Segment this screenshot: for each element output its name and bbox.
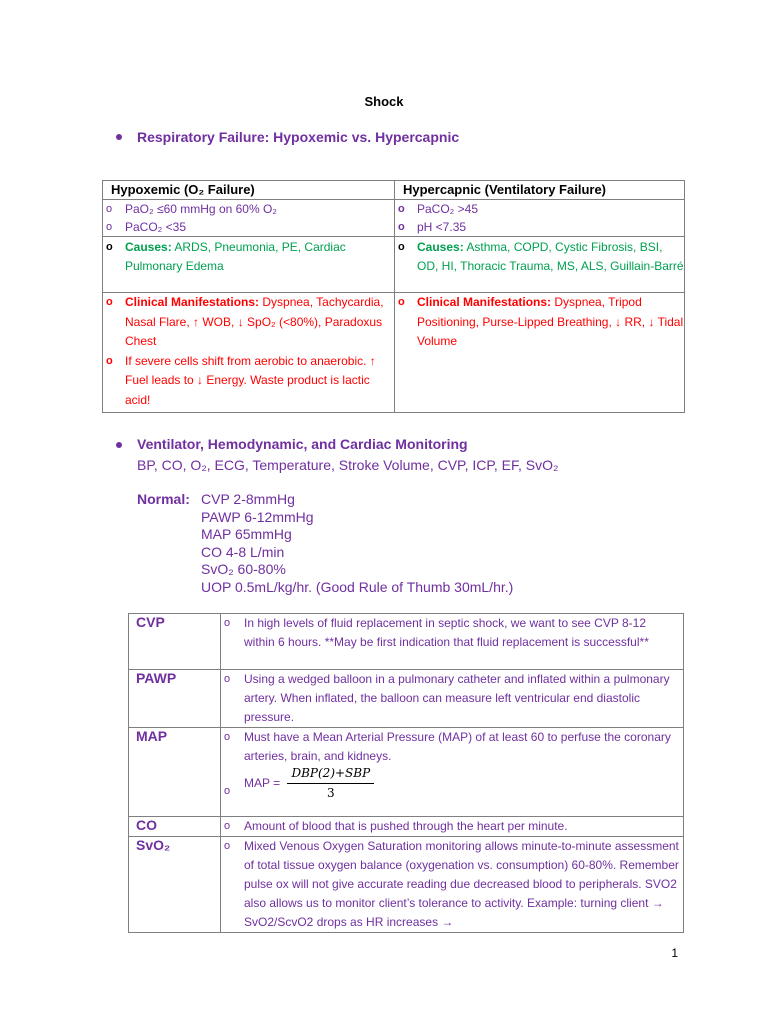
bullet-icon: o — [106, 203, 113, 215]
bullet-icon: o — [224, 785, 231, 797]
term-cvp-desc: In high levels of fluid replacement in septic shock, we want to see CVP 8-12 within 6 hours. **May be first indication that fluid replacement is successful** — [244, 614, 684, 670]
map-formula-fraction: $\frac{\text{DBP(2)+SBP}}{3}$ — [287, 764, 374, 803]
term-svo2-desc: Mixed Venous Oxygen Saturation monitoring allows minute-to-minute assessment of total tissue oxygen balance (oxygenation vs. consumption) 60-80%. Remember pulse ox will not give accurate reading due decreased blood to peripherals. SVO2 also allows us to monitor client’s tolerance to activity. Example: turning client → SvO2/ScvO2 drops as HR increases → — [244, 837, 684, 933]
term-pawp: PAWP — [129, 670, 221, 728]
hypercapnic-values-cell — [395, 200, 685, 237]
monitoring-parameters: BP, CO, O₂, ECG, Temperature, Stroke Volume, CVP, ICP, EF, SvO₂ — [137, 457, 559, 473]
normal-value-map: MAP 65mmHg — [201, 526, 292, 542]
bullet-icon: o — [221, 837, 245, 933]
bullet-icon: o — [398, 241, 405, 253]
term-cvp: CVP — [129, 614, 221, 670]
hypoxemic-header: Hypoxemic (O₂ Failure) — [103, 181, 395, 200]
page-title: Shock — [364, 94, 404, 109]
normal-label: Normal: — [137, 491, 190, 507]
section-heading-monitoring: Ventilator, Hemodynamic, and Cardiac Monitoring — [137, 436, 468, 452]
table-row — [129, 817, 684, 837]
normal-value-uop: UOP 0.5mL/kg/hr. (Good Rule of Thumb 30mL/hr.) — [201, 578, 514, 595]
hemodynamic-terms-table — [128, 613, 684, 933]
list-item: o pH <7.35 — [398, 220, 467, 234]
hypoxemic-clinical-cell — [103, 293, 395, 413]
hypercapnic-clinical-cell — [395, 293, 685, 413]
bullet-icon: o — [106, 241, 113, 253]
bullet-icon: o — [398, 221, 405, 233]
term-svo2: SvO₂ — [129, 837, 221, 933]
table-row — [129, 670, 684, 728]
list-item: o Clinical Manifestations: Dyspnea, Tripod Positioning, Purse-Lipped Breathing, ↓ RR, ↓ Tidal Volume — [398, 295, 684, 348]
bullet-icon: o — [106, 296, 113, 308]
map-formula: MAP = $\frac{\text{DBP(2)+SBP}}{3}$ — [244, 764, 679, 803]
term-co-desc: Amount of blood that is pushed through the heart per minute. — [244, 817, 684, 837]
hypercapnic-causes-cell — [395, 237, 685, 293]
normal-values-list — [201, 491, 513, 596]
hypoxemic-values-cell — [103, 200, 395, 237]
term-co: CO — [129, 817, 221, 837]
bullet-icon: o — [221, 670, 245, 728]
list-item: o PaCO₂ >45 — [398, 202, 479, 216]
bullet-icon — [116, 442, 122, 448]
term-pawp-desc: Using a wedged balloon in a pulmonary catheter and inflated within a pulmonary artery. When inflated, the balloon can measure left ventricular end diastolic pressure. — [244, 670, 684, 728]
bullet-icon: o — [106, 354, 113, 367]
bullet-icon: o — [224, 731, 231, 743]
term-map-desc: Must have a Mean Arterial Pressure (MAP) of at least 60 to perfuse the coronary arteries, brain, and kidneys. MAP = $\frac{\text{DBP(2)+SBP}}{3}$ — [244, 728, 684, 817]
section-heading-respiratory: Respiratory Failure: Hypoxemic vs. Hypercapnic — [137, 129, 460, 145]
list-item: o PaO₂ ≤60 mmHg on 60% O₂ — [106, 202, 277, 216]
page-number: 1 — [671, 946, 678, 960]
list-item: o Clinical Manifestations: Dyspnea, Tachycardia, Nasal Flare, ↑ WOB, ↓ SpO₂ (<80%), Paradoxus Chest — [106, 295, 384, 348]
bullet-icon: o — [398, 203, 405, 215]
bullet-icon: o — [221, 817, 245, 837]
bullet-icon — [116, 134, 122, 140]
table-row — [129, 837, 684, 933]
list-item: o PaCO₂ <35 — [106, 220, 187, 234]
list-item: o Causes: ARDS, Pneumonia, PE, Cardiac Pulmonary Edema — [106, 240, 346, 273]
list-item: o Causes: Asthma, COPD, Cystic Fibrosis, BSI, OD, HI, Thoracic Trauma, MS, ALS, Guillain-Barré — [398, 240, 684, 273]
bullet-icon: o — [221, 614, 245, 670]
term-map: MAP — [129, 728, 221, 817]
normal-value-co: CO 4-8 L/min — [201, 543, 285, 560]
list-item: o If severe cells shift from aerobic to anaerobic. ↑ Fuel leads to ↓ Energy. Waste product is lactic acid! — [106, 353, 376, 407]
bullet-icon: o — [106, 221, 113, 233]
bullet-icon: o — [398, 296, 405, 308]
normal-value-svo2: SvO₂ 60-80% — [201, 561, 286, 577]
respiratory-failure-table — [102, 180, 685, 413]
normal-value-pawp: PAWP 6-12mmHg — [201, 508, 314, 525]
normal-value-cvp: CVP 2-8mmHg — [201, 491, 295, 507]
table-row — [129, 614, 684, 670]
hypoxemic-causes-cell — [103, 237, 395, 293]
hypercapnic-header: Hypercapnic (Ventilatory Failure) — [395, 181, 685, 200]
table-row — [129, 728, 684, 817]
